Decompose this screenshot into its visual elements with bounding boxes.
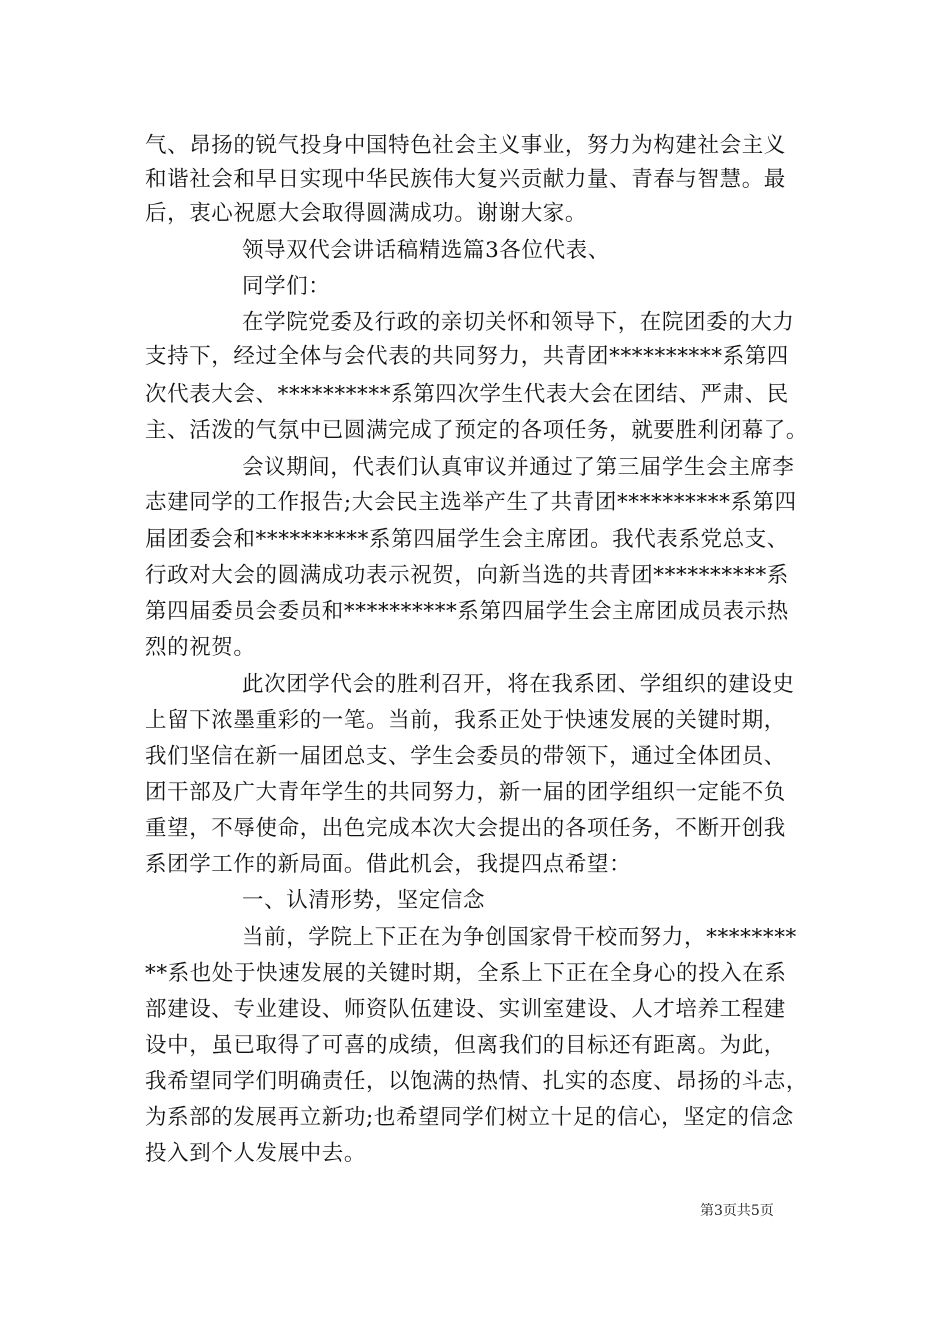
text-line: 后，衷心祝愿大会取得圆满成功。谢谢大家。: [145, 201, 588, 226]
text-line: 部建设、专业建设、师资队伍建设、实训室建设、人才培养工程建: [145, 997, 786, 1022]
text-line: 重望，不辱使命，出色完成本次大会提出的各项任务，不断开创我: [145, 816, 786, 841]
section-heading: 领导双代会讲话稿精选篇3各位代表、: [242, 238, 610, 263]
text-line: 志建同学的工作报告;大会民主选举产生了共青团**********系第四: [145, 490, 797, 515]
text-line: 上留下浓墨重彩的一笔。当前，我系正处于快速发展的关键时期，: [145, 708, 786, 733]
text-line: 在学院党委及行政的亲切关怀和领导下，在院团委的大力: [242, 310, 795, 335]
text-line: 和谐社会和早日实现中华民族伟大复兴贡献力量、青春与智慧。最: [145, 167, 786, 192]
text-line: 投入到个人发展中去。: [145, 1141, 367, 1166]
text-line: 此次团学代会的胜利召开，将在我系团、学组织的建设史: [242, 672, 795, 697]
text-line: 设中，虽已取得了可喜的成绩，但离我们的目标还有距离。为此，: [145, 1033, 786, 1058]
text-line: 会议期间，代表们认真审议并通过了第三届学生会主席李: [242, 455, 795, 480]
text-line: 主、活泼的气氛中已圆满完成了预定的各项任务，就要胜利闭幕了。: [145, 418, 809, 443]
text-line: 届团委会和**********系第四届学生会主席团。我代表系党总支、: [145, 527, 789, 552]
text-line: 支持下，经过全体与会代表的共同努力，共青团**********系第四: [145, 344, 789, 369]
text-line: 我们坚信在新一届团总支、学生会委员的带领下，通过全体团员、: [145, 744, 786, 769]
text-line: 为系部的发展再立新功;也希望同学们树立十足的信心，坚定的信念: [145, 1105, 794, 1130]
text-line: 第四届委员会委员和**********系第四届学生会主席团成员表示热: [145, 599, 789, 624]
text-line: 当前，学院上下正在为争创国家骨干校而努力，********: [242, 925, 797, 950]
text-line: 气、昂扬的锐气投身中国特色社会主义事业，努力为构建社会主义: [145, 133, 786, 158]
text-line: 烈的祝贺。: [145, 635, 256, 660]
salutation: 同学们：: [242, 274, 331, 299]
text-line: 团干部及广大青年学生的共同努力，新一届的团学组织一定能不负: [145, 780, 786, 805]
section-heading: 一、认清形势，坚定信念: [242, 888, 486, 913]
text-line: 我希望同学们明确责任，以饱满的热情、扎实的态度、昂扬的斗志，: [145, 1069, 809, 1094]
page-number: 第3页共5页: [700, 1203, 774, 1219]
text-line: **系也处于快速发展的关键时期，全系上下正在全身心的投入在系: [145, 961, 787, 986]
text-line: 系团学工作的新局面。借此机会，我提四点希望：: [145, 852, 632, 877]
text-line: 次代表大会、**********系第四次学生代表大会在团结、严肃、民: [145, 382, 789, 407]
text-line: 行政对大会的圆满成功表示祝贺，向新当选的共青团**********系: [145, 563, 789, 588]
